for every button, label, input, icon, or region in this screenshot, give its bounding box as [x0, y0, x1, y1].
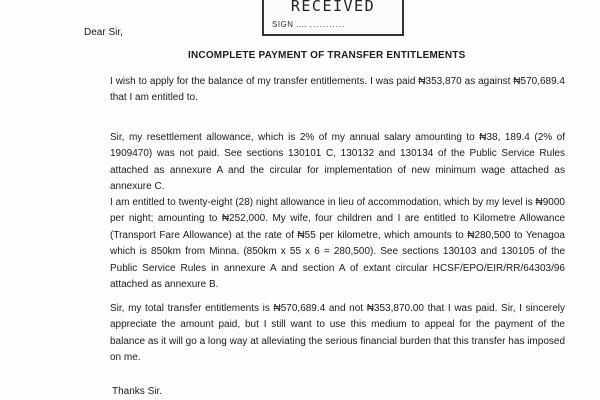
stamp-title: RECEIVED [290, 0, 376, 15]
salutation: Dear Sir, [84, 27, 123, 38]
paragraph-night-and-kilometre-allowance: I am entitled to twenty-eight (28) night allowance in lieu of accommodation, which by my level is ₦9000 per night; amounting to ₦252,000. My wife, four children and I are entitled to Kilometre Allowance (Transport Fare Allowance) at the rate of ₦55 per kilometre, which amounts to ₦280,500 to Yenagoa which is 850km from Minna. (850km x 55 x 6 = 280,500). See sections 130103 and 130105 of the Public Service Rules in annexure A and section A of extant circular HCSF/EPO/EIR/RR/64303/96 attached as annexure B. [110, 197, 565, 291]
received-stamp [262, 0, 404, 36]
paragraph-total-entitlements: Sir, my total transfer entitlements is ₦570,689.4 and not ₦353,870.00 that I was paid. Sir, I sincerely appreciate the amount paid, but I still want to use this medium to appeal for the payment of the balance as it will go a long way at alleviating the serious financial burden that this transfer has imposed on me. [110, 303, 565, 364]
stamp-sign-line [272, 20, 345, 29]
stamp-sign-label: SIGN .... [272, 20, 308, 29]
paragraph-payment-request: I wish to apply for the balance of my transfer entitlements. I was paid ₦353,870 as against ₦570,689.4 that I am entitled to. [110, 76, 565, 104]
closing-line: Thanks Sir. [112, 386, 163, 397]
stamp-sign-dots: ........... [309, 20, 346, 29]
letter-heading: INCOMPLETE PAYMENT OF TRANSFER ENTITLEMENTS [188, 50, 466, 61]
paragraph-resettlement-allowance: Sir, my resettlement allowance, which is 2% of my annual salary amounting to ₦38, 189.4 (2% of 1909470) was not paid. See sections 130101 C, 130132 and 130134 of the Public Service Rules attached as annexure A and the circular for implementation of new minimum wage attached as annexure C. [110, 132, 565, 193]
